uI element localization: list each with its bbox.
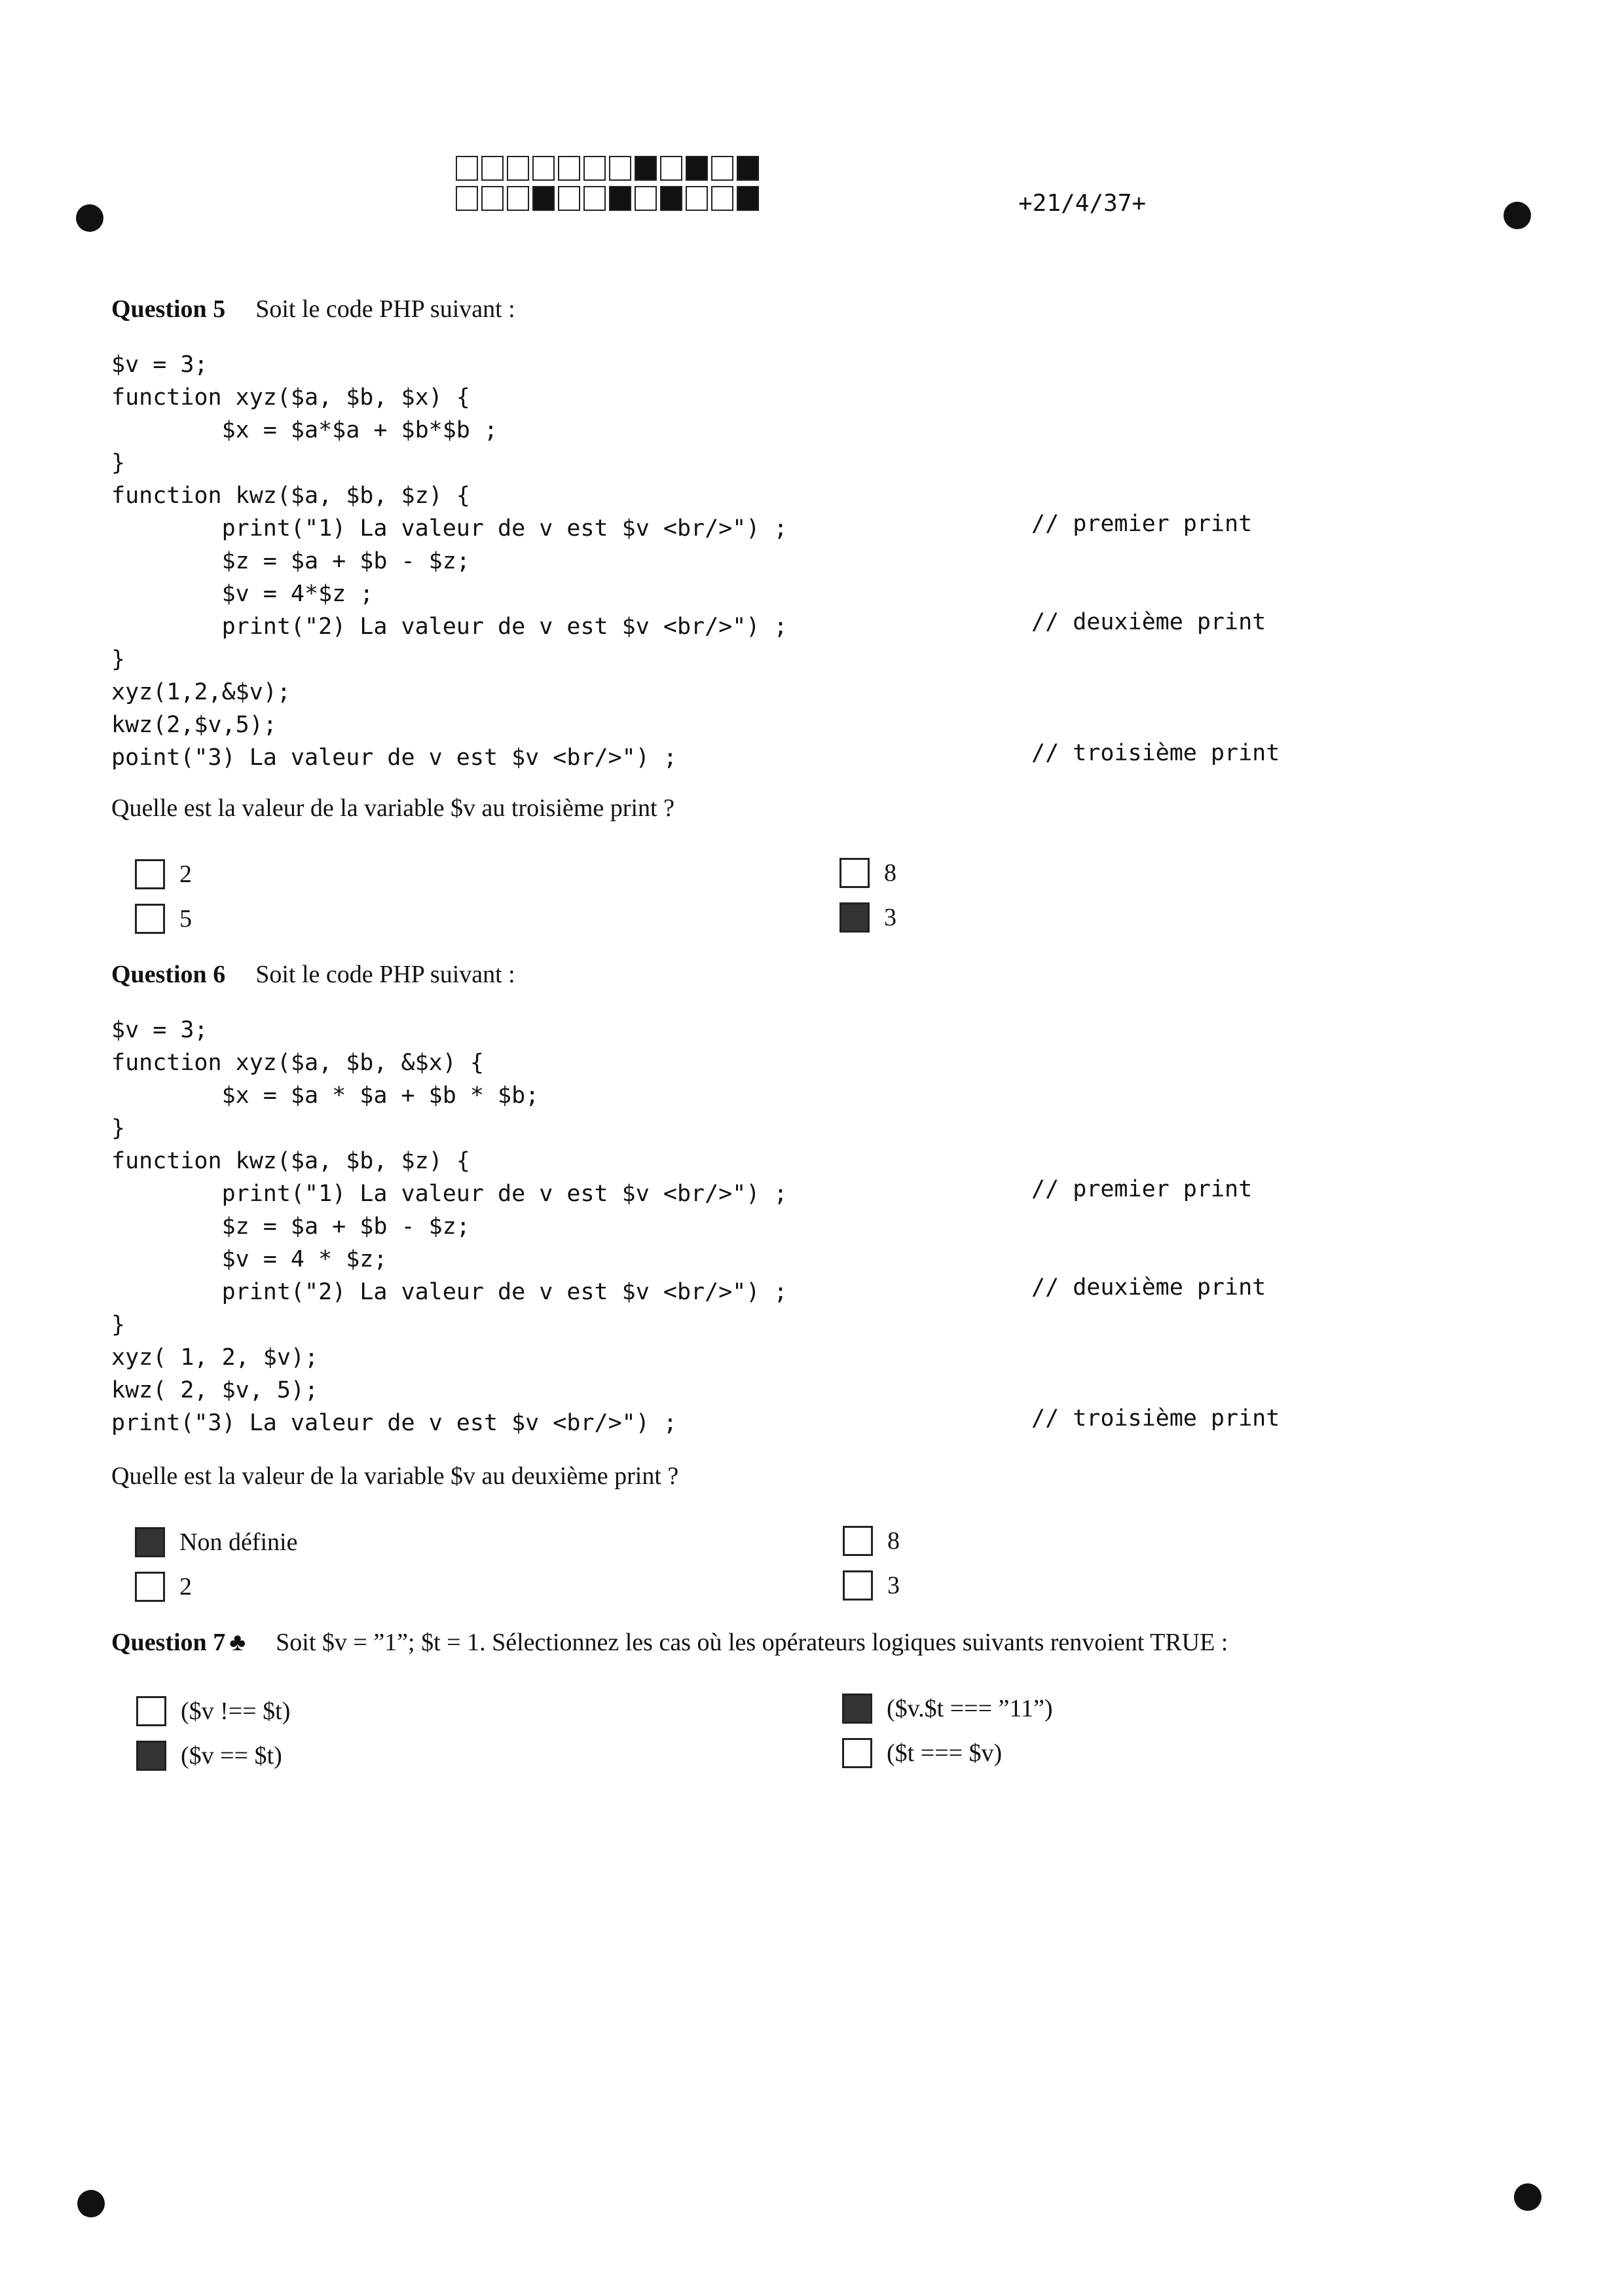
code-line: $z = $a + $b - $z;: [111, 1213, 470, 1240]
code-line: print("1) La valeur de v est $v <br/>") ;: [111, 1181, 788, 1207]
answer-checkbox[interactable]: [135, 859, 165, 889]
barcode-cell: [481, 186, 504, 211]
answer-option[interactable]: [135, 1572, 192, 1602]
answer-label: ($v !== $t): [181, 1697, 291, 1725]
code-comment: // premier print: [1031, 511, 1253, 537]
answer-label: 2: [179, 861, 192, 888]
barcode-cell: [507, 186, 529, 211]
answer-option[interactable]: [842, 1738, 1002, 1768]
barcode-cell: [737, 186, 759, 211]
answer-label: 8: [884, 859, 896, 887]
question-6-code: [111, 1014, 788, 1439]
answer-option[interactable]: [136, 1741, 282, 1771]
barcode-cell: [635, 186, 657, 211]
question-5-code: [111, 348, 788, 774]
code-line: function xyz($a, $b, $x) {: [111, 384, 470, 411]
barcode-row: [456, 186, 762, 212]
barcode-row: [456, 156, 762, 182]
answer-label: ($t === $v): [887, 1739, 1003, 1767]
barcode-cell: [481, 156, 504, 181]
answer-option[interactable]: [135, 859, 192, 889]
barcode-cell: [635, 156, 657, 181]
answer-checkbox[interactable]: [135, 1572, 165, 1602]
answer-label: 3: [887, 1572, 900, 1599]
registration-mark-bottom-left: [77, 2190, 105, 2217]
code-line: print("3) La valeur de v est $v <br/>") ;: [111, 1410, 677, 1436]
answer-option[interactable]: [843, 1526, 900, 1556]
barcode-cell: [609, 186, 631, 211]
answer-label: 8: [887, 1527, 900, 1555]
question-6-heading: [111, 960, 515, 989]
question-5-prompt: Quelle est la valeur de la variable $v au troisième print ?: [111, 794, 674, 822]
barcode-cell: [583, 186, 606, 211]
code-line: $z = $a + $b - $z;: [111, 548, 470, 574]
multiple-answer-club-icon: ♣: [229, 1629, 246, 1656]
barcode-cell: [558, 186, 580, 211]
answer-option[interactable]: [136, 1696, 290, 1726]
code-line: point("3) La valeur de v est $v <br/>") ;: [111, 745, 677, 771]
code-line: kwz(2,$v,5);: [111, 712, 277, 738]
answer-checkbox[interactable]: [840, 858, 870, 888]
barcode-cell: [711, 186, 733, 211]
question-intro: Soit le code PHP suivant :: [255, 295, 515, 323]
barcode-cell: [686, 186, 708, 211]
answer-label: ($v.$t === ”11”): [887, 1695, 1053, 1722]
answer-checkbox-checked[interactable]: [136, 1741, 166, 1771]
answer-checkbox-checked[interactable]: [135, 1527, 165, 1557]
answer-option[interactable]: [840, 858, 896, 888]
barcode-cell: [660, 156, 682, 181]
code-line: kwz( 2, $v, 5);: [111, 1377, 319, 1403]
page-identifier: +21/4/37+: [1018, 190, 1147, 217]
answer-checkbox-checked[interactable]: [840, 902, 870, 933]
code-line: print("2) La valeur de v est $v <br/>") ;: [111, 1279, 788, 1305]
question-number: Question 5: [111, 295, 226, 323]
registration-mark-top-left: [76, 204, 103, 232]
code-line: }: [111, 1115, 126, 1141]
barcode-cell: [686, 156, 708, 181]
code-comment: // deuxième print: [1031, 1274, 1266, 1301]
question-5-heading: [111, 295, 515, 324]
answer-checkbox-checked[interactable]: [842, 1694, 872, 1724]
barcode-cell: [507, 156, 529, 181]
code-line: $x = $a*$a + $b*$b ;: [111, 417, 498, 443]
barcode-cell: [532, 186, 555, 211]
answer-option[interactable]: [843, 1570, 900, 1601]
answer-option[interactable]: [135, 1527, 297, 1557]
registration-mark-top-right: [1504, 202, 1531, 229]
barcode-cell: [583, 156, 606, 181]
answer-checkbox[interactable]: [842, 1738, 872, 1768]
barcode-cell: [737, 156, 759, 181]
question-number: Question 7: [111, 1629, 226, 1656]
question-intro: Soit $v = ”1”; $t = 1. Sélectionnez les cas où les opérateurs logiques suivants renvoient TRUE :: [276, 1629, 1228, 1656]
barcode-cell: [558, 156, 580, 181]
code-line: function kwz($a, $b, $z) {: [111, 1148, 470, 1174]
code-line: xyz(1,2,&$v);: [111, 679, 291, 705]
answer-label: ($v == $t): [181, 1742, 282, 1769]
code-line: print("2) La valeur de v est $v <br/>") ;: [111, 614, 788, 640]
answer-label: Non définie: [179, 1528, 298, 1556]
barcode-cell: [456, 156, 478, 181]
code-comment: // deuxième print: [1031, 609, 1266, 635]
code-comment: // troisième print: [1031, 1405, 1280, 1432]
code-line: $v = 4 * $z;: [111, 1246, 388, 1272]
code-line: print("1) La valeur de v est $v <br/>") ;: [111, 515, 788, 542]
code-line: }: [111, 450, 126, 476]
answer-checkbox[interactable]: [843, 1526, 873, 1556]
barcode-cell: [711, 156, 733, 181]
question-number: Question 6: [111, 961, 226, 988]
answer-checkbox[interactable]: [136, 1696, 166, 1726]
registration-mark-bottom-right: [1514, 2183, 1541, 2211]
barcode-cell: [660, 186, 682, 211]
answer-checkbox[interactable]: [135, 904, 165, 934]
answer-option[interactable]: [840, 902, 896, 933]
answer-label: 5: [179, 905, 192, 933]
code-comment: // troisième print: [1031, 740, 1280, 766]
code-line: }: [111, 1312, 126, 1338]
answer-checkbox[interactable]: [843, 1570, 873, 1601]
answer-label: 3: [884, 904, 896, 931]
code-line: $v = 4*$z ;: [111, 581, 374, 607]
barcode-cell: [609, 156, 631, 181]
answer-label: 2: [179, 1573, 192, 1601]
code-comment: // premier print: [1031, 1176, 1253, 1202]
header-barcode: [456, 156, 762, 216]
question-intro: Soit le code PHP suivant :: [255, 961, 515, 988]
code-line: $x = $a * $a + $b * $b;: [111, 1083, 540, 1109]
code-line: function kwz($a, $b, $z) {: [111, 483, 470, 509]
barcode-cell: [532, 156, 555, 181]
answer-option[interactable]: [135, 904, 192, 934]
code-line: }: [111, 646, 126, 673]
code-line: $v = 3;: [111, 1017, 208, 1043]
code-line: $v = 3;: [111, 352, 208, 378]
code-line: xyz( 1, 2, $v);: [111, 1344, 319, 1371]
barcode-cell: [456, 186, 478, 211]
code-line: function xyz($a, $b, &$x) {: [111, 1050, 484, 1076]
answer-option[interactable]: [842, 1694, 1053, 1724]
question-7-heading: [111, 1628, 1228, 1657]
question-6-prompt: Quelle est la valeur de la variable $v au deuxième print ?: [111, 1462, 679, 1490]
